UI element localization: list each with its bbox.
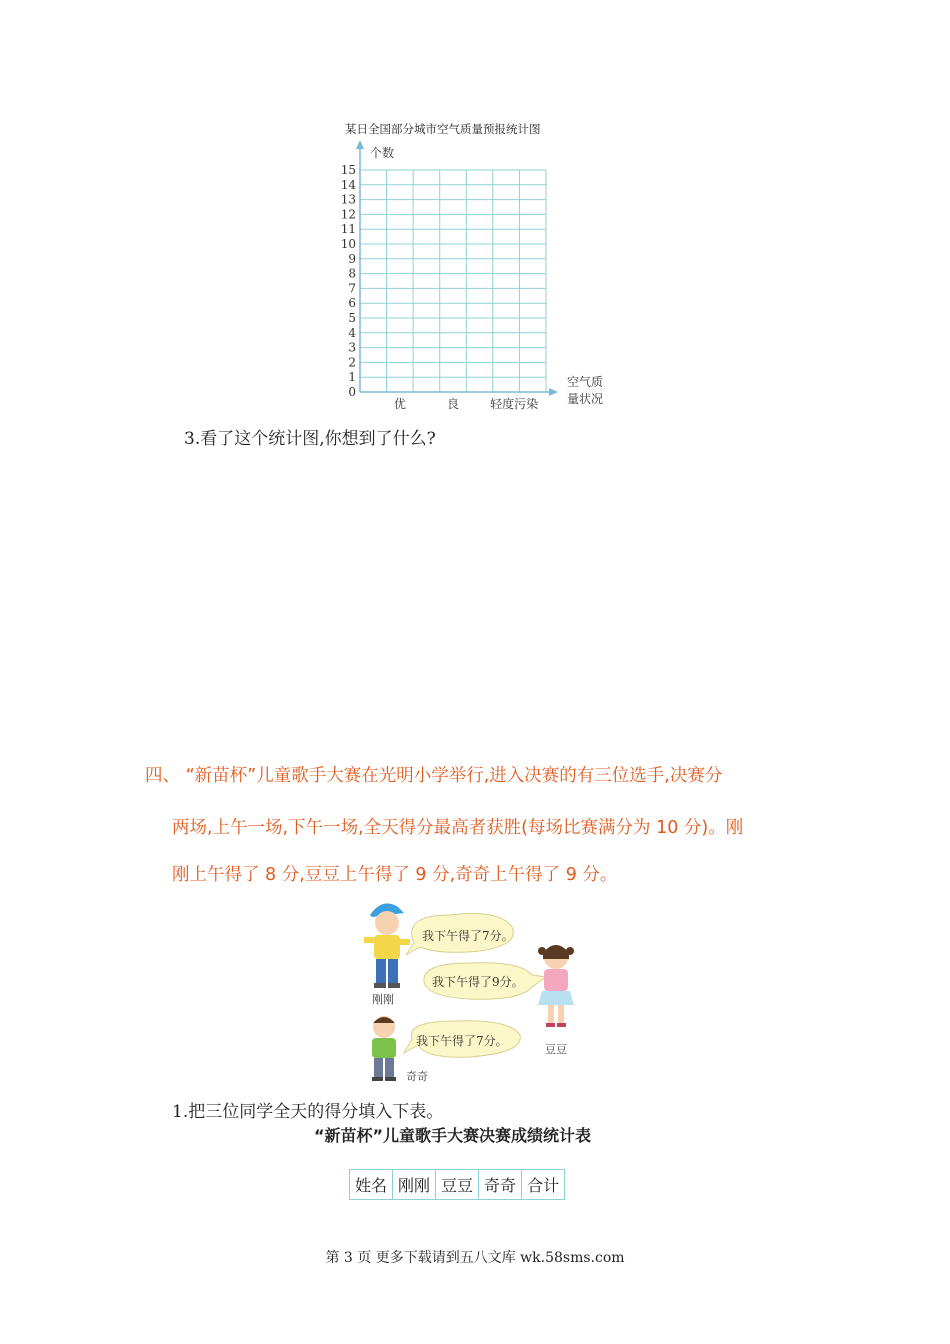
y-axis-arrow — [356, 140, 364, 149]
y-tick-label: 6 — [348, 296, 356, 311]
y-tick-label: 0 — [348, 385, 356, 399]
y-tick-label: 5 — [348, 311, 356, 325]
speech-bubble-3 — [404, 1021, 520, 1057]
y-tick-label: 7 — [348, 281, 356, 296]
speech-bubble-2 — [424, 963, 546, 1000]
y-tick-label: 4 — [348, 325, 356, 340]
page-footer: 第 3 页 更多下载请到五八文库 wk.58sms.com — [325, 1250, 625, 1266]
header-cell-name: 姓名 — [350, 1170, 393, 1200]
name-dou-dou: 豆豆 — [545, 1043, 567, 1056]
header-cell-gang-gang: 刚刚 — [393, 1170, 436, 1200]
svg-text:我下午得了7分。: 我下午得了7分。 — [416, 1034, 508, 1048]
score-table — [349, 1169, 565, 1200]
name-qi-qi: 奇奇 — [406, 1070, 428, 1083]
table-title: “新苗杯”儿童歌手大赛决赛成绩统计表 — [314, 1126, 592, 1145]
x-axis-label-line2: 量状况 — [567, 392, 604, 406]
y-axis-label: 个数 — [370, 146, 395, 160]
x-axis-arrow — [549, 388, 558, 396]
y-tick-label: 1 — [348, 370, 356, 385]
y-tick-label: 8 — [348, 266, 356, 281]
y-tick-label: 3 — [348, 340, 356, 355]
x-category-label: 良 — [446, 397, 460, 411]
qi-qi-figure — [372, 1016, 396, 1081]
header-cell-qi-qi: 奇奇 — [479, 1170, 522, 1200]
y-tick-label: 13 — [340, 192, 356, 207]
x-category-label: 轻度污染 — [490, 397, 539, 411]
y-tick-labels — [341, 163, 357, 399]
chart-grid — [360, 170, 546, 392]
x-category-label: 优 — [393, 397, 406, 411]
contestants-illustration — [360, 893, 600, 1093]
question-3: 3.看了这个统计图,你想到了什么? — [184, 429, 436, 449]
speech-bubble-1 — [406, 914, 514, 956]
table-header-row — [350, 1170, 565, 1200]
svg-text:我下午得了7分。: 我下午得了7分。 — [422, 929, 514, 943]
y-tick-label: 9 — [348, 251, 356, 266]
y-tick-label: 15 — [340, 163, 356, 177]
section-4-text-line-1: 四、 “新苗杯”儿童歌手大赛在光明小学举行,进入决赛的有三位选手,决赛分 — [145, 766, 723, 786]
y-tick-label: 11 — [340, 222, 356, 237]
section-4-text-line-2: 两场,上午一场,下午一场,全天得分最高者获胜(每场比赛满分为 10 分)。刚 — [172, 818, 744, 838]
question-1: 1.把三位同学全天的得分填入下表。 — [172, 1102, 444, 1122]
y-tick-label: 2 — [348, 355, 356, 370]
y-tick-label: 14 — [340, 177, 356, 192]
bar-chart — [330, 140, 620, 415]
section-4-text-line-3: 刚上午得了 8 分,豆豆上午得了 9 分,奇奇上午得了 9 分。 — [172, 865, 618, 885]
header-cell-total: 合计 — [522, 1170, 565, 1200]
x-category-labels — [394, 396, 538, 411]
y-tick-label: 10 — [340, 237, 356, 251]
x-axis-label-line1: 空气质 — [567, 375, 604, 389]
y-tick-label: 12 — [340, 207, 356, 222]
name-gang-gang: 刚刚 — [372, 993, 394, 1006]
dou-dou-figure — [538, 945, 574, 1027]
chart-title: 某日全国部分城市空气质量预报统计图 — [345, 122, 541, 136]
gang-gang-figure — [364, 903, 410, 988]
svg-text:我下午得了9分。: 我下午得了9分。 — [432, 975, 524, 989]
header-cell-dou-dou: 豆豆 — [436, 1170, 479, 1200]
